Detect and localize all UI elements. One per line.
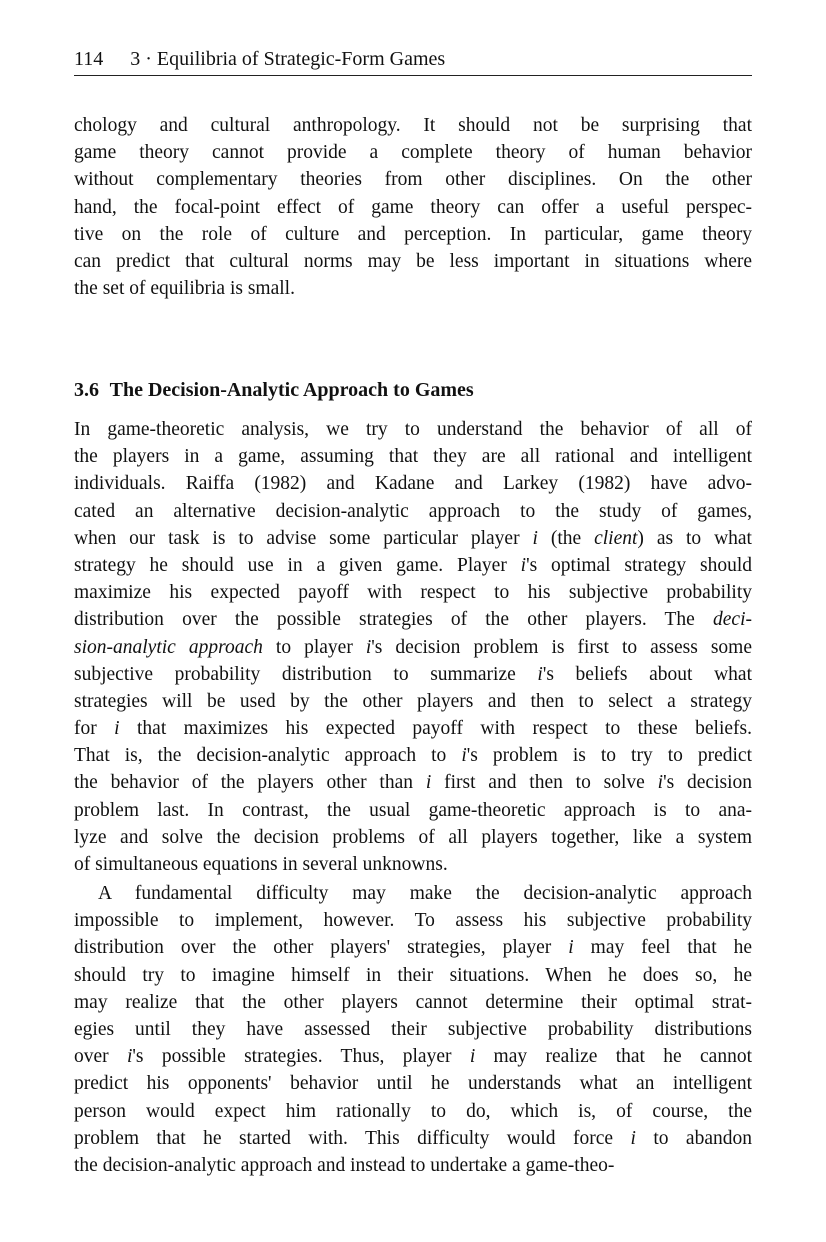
text-line: problem last. In contrast, the usual game-theoretic approach is to ana- (74, 799, 752, 821)
section-number: 3.6 (74, 379, 99, 401)
text-line: That is, the decision-analytic approach to i's problem is to try to predict (74, 745, 753, 767)
text-line: lyze and solve the decision problems of all players together, like a system (74, 826, 752, 848)
text-line: A fundamental difficulty may make the decision-analytic approach (98, 883, 752, 904)
text-line: tive on the role of culture and perception. In particular, game theory (74, 223, 752, 245)
text-line: can predict that cultural norms may be less important in situations where (74, 250, 752, 272)
text-line: the decision-analytic approach and instead to undertake a game-theo- (74, 1154, 615, 1176)
section-heading (74, 376, 474, 404)
section-title: The Decision-Analytic Approach to Games (109, 379, 474, 401)
text-line: should try to imagine himself in their situations. When he does so, he (74, 964, 752, 986)
text-line: hand, the focal-point effect of game theory can offer a useful perspec- (74, 196, 752, 218)
text-line: In game-theoretic analysis, we try to understand the behavior of all of (74, 419, 752, 440)
text-line: maximize his expected payoff with respect to his subjective probability (74, 582, 752, 604)
text-line: game theory cannot provide a complete theory of human behavior (74, 142, 752, 164)
text-line: of simultaneous equations in several unknowns. (74, 854, 448, 875)
text-line: individuals. Raiffa (1982) and Kadane and Larkey (1982) have advo- (74, 473, 752, 495)
text-line: chology and cultural anthropology. It should not be surprising that (74, 115, 752, 136)
text-line: strategy he should use in a given game. Player i's optimal strategy should (74, 554, 752, 576)
text-line: cated an alternative decision-analytic approach to the study of games, (74, 500, 752, 522)
text-line: egies until they have assessed their subjective probability distributions (74, 1018, 752, 1040)
text-line: distribution over the other players' strategies, player i may feel that he (74, 937, 752, 959)
text-line: may realize that the other players cannot determine their optimal strat- (74, 991, 752, 1013)
text-line: impossible to implement, however. To assess his subjective probability (74, 910, 752, 932)
text-line: predict his opponents' behavior until he understands what an intelligent (74, 1073, 752, 1095)
text-line: the set of equilibria is small. (74, 278, 295, 300)
text-line: problem that he started with. This difficulty would force i to abandon (74, 1127, 752, 1149)
paragraph-2 (74, 880, 752, 1179)
running-header (74, 46, 752, 72)
text-line: when our task is to advise some particular player i (the client) as to what (74, 527, 752, 549)
text-line: sion-analytic approach to player i's decision problem is first to assess some (74, 636, 753, 658)
text-line: without complementary theories from other disciplines. On the other (74, 169, 752, 191)
top-paragraph (74, 112, 752, 302)
header-rule (74, 75, 752, 76)
text-line: person would expect him rationally to do, which is, of course, the (74, 1100, 752, 1122)
text-line: strategies will be used by the other players and then to select a strategy (74, 690, 752, 712)
text-line: for i that maximizes his expected payoff with respect to these beliefs. (74, 718, 752, 740)
text-line: distribution over the possible strategies of the other players. The deci- (74, 609, 752, 631)
paragraph-1 (74, 416, 752, 878)
text-line: the players in a game, assuming that they are all rational and intelligent (74, 446, 752, 468)
running-title: 3 · Equilibria of Strategic-Form Games (130, 48, 446, 70)
text-line: the behavior of the players other than i first and then to solve i's decision (74, 772, 753, 794)
page-number: 114 (74, 48, 104, 70)
text-line: subjective probability distribution to summarize i's beliefs about what (74, 663, 752, 685)
text-line: over i's possible strategies. Thus, player i may realize that he cannot (74, 1046, 752, 1068)
